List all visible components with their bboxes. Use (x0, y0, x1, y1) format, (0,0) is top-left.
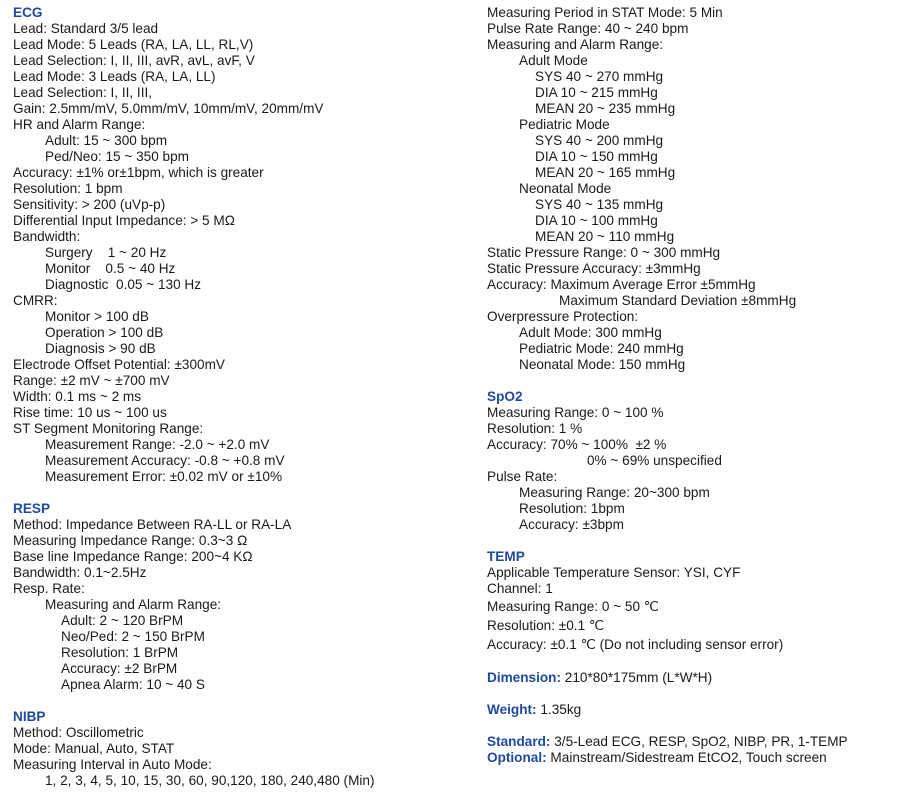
nibp-line: Overpressure Protection: (487, 309, 639, 324)
resp-line: Accuracy: ±2 BrPM (61, 661, 178, 676)
temp-line: Channel: 1 (487, 581, 553, 596)
ecg-line: CMRR: (13, 293, 58, 308)
nibp-line: MEAN 20 ~ 235 mmHg (535, 101, 676, 116)
nibp-line: DIA 10 ~ 100 mmHg (535, 213, 658, 228)
nibp-line: Pulse Rate Range: 40 ~ 240 bpm (487, 21, 689, 36)
weight-row (487, 702, 902, 718)
resp-line: Neo/Ped: 2 ~ 150 BrPM (61, 629, 205, 644)
ecg-line: Width: 0.1 ms ~ 2 ms (13, 389, 142, 404)
nibp-line: Method: Oscillometric (13, 725, 144, 740)
ecg-line: Rise time: 10 us ~ 100 us (13, 405, 167, 420)
optional-row (487, 750, 902, 766)
spo2-line: Accuracy: ±3bpm (519, 517, 624, 532)
ecg-line: Lead: Standard 3/5 lead (13, 21, 159, 36)
nibp-line: Neonatal Mode: 150 mmHg (519, 357, 686, 372)
resp-line: Base line Impedance Range: 200~4 KΩ (13, 549, 253, 564)
ecg-line: Differential Input Impedance: > 5 MΩ (13, 213, 235, 228)
ecg-line: Electrode Offset Potential: ±300mV (13, 357, 225, 372)
ecg-line: Adult: 15 ~ 300 bpm (45, 133, 168, 148)
ecg-line: Lead Mode: 5 Leads (RA, LA, LL, RL,V) (13, 37, 254, 52)
nibp-line: Measuring Period in STAT Mode: 5 Min (487, 5, 723, 20)
ecg-line: Measurement Range: -2.0 ~ +2.0 mV (45, 437, 270, 452)
nibp-line: SYS 40 ~ 200 mmHg (535, 133, 664, 148)
ecg-line: Sensitivity: > 200 (uVp-p) (13, 197, 166, 212)
nibp-line: Measuring and Alarm Range: (487, 37, 664, 52)
resp-line: Bandwidth: 0.1~2.5Hz (13, 565, 147, 580)
temp-line: Applicable Temperature Sensor: YSI, CYF (487, 565, 741, 580)
nibp-line: Pediatric Mode: 240 mmHg (519, 341, 684, 356)
right-column (487, 5, 902, 766)
standard-label: Standard: (487, 734, 551, 749)
ecg-line: ST Segment Monitoring Range: (13, 421, 204, 436)
nibp-line: MEAN 20 ~ 165 mmHg (535, 165, 676, 180)
ecg-line: Accuracy: ±1% or±1bpm, which is greater (13, 165, 264, 180)
temp-line: Measuring Range: 0 ~ 50 ℃ (487, 599, 660, 614)
temp-heading: TEMP (487, 549, 525, 564)
ecg-line: Resolution: 1 bpm (13, 181, 123, 196)
dimension-value: 210*80*175mm (L*W*H) (561, 670, 713, 685)
nibp-line: Static Pressure Accuracy: ±3mmHg (487, 261, 701, 276)
ecg-line: Monitor > 100 dB (45, 309, 149, 324)
ecg-line: Surgery 1 ~ 20 Hz (45, 245, 167, 260)
nibp-line: Mode: Manual, Auto, STAT (13, 741, 175, 756)
ecg-line: Range: ±2 mV ~ ±700 mV (13, 373, 170, 388)
dimension-row (487, 670, 902, 686)
resp-heading: RESP (13, 501, 51, 516)
ecg-line: Diagnostic 0.05 ~ 130 Hz (45, 277, 202, 292)
ecg-line: Gain: 2.5mm/mV, 5.0mm/mV, 10mm/mV, 20mm/mV (13, 101, 324, 116)
weight-label: Weight: (487, 702, 537, 717)
spo2-line: Measuring Range: 0 ~ 100 % (487, 405, 664, 420)
spo2-line: Resolution: 1 % (487, 421, 583, 436)
nibp-line: Pediatric Mode (519, 117, 610, 132)
ecg-line: Ped/Neo: 15 ~ 350 bpm (45, 149, 189, 164)
nibp-line: Maximum Standard Deviation ±8mmHg (559, 293, 797, 308)
ecg-line: Diagnosis > 90 dB (45, 341, 156, 356)
dimension-label: Dimension: (487, 670, 562, 685)
spo2-heading: SpO2 (487, 389, 523, 404)
spo2-line: 0% ~ 69% unspecified (587, 453, 722, 468)
ecg-heading: ECG (13, 5, 43, 20)
nibp-line: SYS 40 ~ 270 mmHg (535, 69, 664, 84)
resp-line: Resolution: 1 BrPM (61, 645, 179, 660)
optional-label: Optional: (487, 750, 547, 765)
temp-line: Resolution: ±0.1 ℃ (487, 618, 605, 633)
temp-line: Accuracy: ±0.1 ℃ (Do not including sensor error) (487, 637, 784, 652)
resp-line: Measuring Impedance Range: 0.3~3 Ω (13, 533, 248, 548)
ecg-line: Lead Selection: I, II, III, (13, 85, 153, 100)
optional-value: Mainstream/Sidestream EtCO2, Touch screen (546, 750, 827, 765)
nibp-line: Static Pressure Range: 0 ~ 300 mmHg (487, 245, 721, 260)
spo2-line: Measuring Range: 20~300 bpm (519, 485, 710, 500)
ecg-line: Monitor 0.5 ~ 40 Hz (45, 261, 176, 276)
ecg-line: Lead Mode: 3 Leads (RA, LA, LL) (13, 69, 216, 84)
nibp-line: Neonatal Mode (519, 181, 612, 196)
left-column (13, 5, 468, 789)
spo2-line: Accuracy: 70% ~ 100% ±2 % (487, 437, 667, 452)
ecg-line: Measurement Error: ±0.02 mV or ±10% (45, 469, 283, 484)
nibp-line: Accuracy: Maximum Average Error ±5mmHg (487, 277, 756, 292)
ecg-line: Bandwidth: (13, 229, 81, 244)
nibp-line: DIA 10 ~ 215 mmHg (535, 85, 658, 100)
nibp-line: Measuring Interval in Auto Mode: (13, 757, 212, 772)
nibp-heading: NIBP (13, 709, 46, 724)
spo2-line: Pulse Rate: (487, 469, 558, 484)
standard-value: 3/5-Lead ECG, RESP, SpO2, NIBP, PR, 1-TEMP (550, 734, 848, 749)
nibp-line: SYS 40 ~ 135 mmHg (535, 197, 664, 212)
weight-value: 1.35kg (536, 702, 582, 717)
resp-line: Method: Impedance Between RA-LL or RA-LA (13, 517, 292, 532)
nibp-line: DIA 10 ~ 150 mmHg (535, 149, 658, 164)
spo2-line: Resolution: 1bpm (519, 501, 625, 516)
standard-row (487, 734, 902, 750)
nibp-line: MEAN 20 ~ 110 mmHg (535, 229, 675, 244)
ecg-line: Operation > 100 dB (45, 325, 164, 340)
resp-line: Measuring and Alarm Range: (45, 597, 222, 612)
resp-line: Adult: 2 ~ 120 BrPM (61, 613, 184, 628)
nibp-line: Adult Mode (519, 53, 588, 68)
nibp-line: Adult Mode: 300 mmHg (519, 325, 662, 340)
ecg-line: Measurement Accuracy: -0.8 ~ +0.8 mV (45, 453, 285, 468)
ecg-line: HR and Alarm Range: (13, 117, 146, 132)
resp-line: Resp. Rate: (13, 581, 85, 596)
resp-line: Apnea Alarm: 10 ~ 40 S (61, 677, 205, 692)
nibp-line: 1, 2, 3, 4, 5, 10, 15, 30, 60, 90,120, 180, 240,480 (Min) (45, 773, 375, 788)
ecg-line: Lead Selection: I, II, III, avR, avL, avF, V (13, 53, 255, 68)
